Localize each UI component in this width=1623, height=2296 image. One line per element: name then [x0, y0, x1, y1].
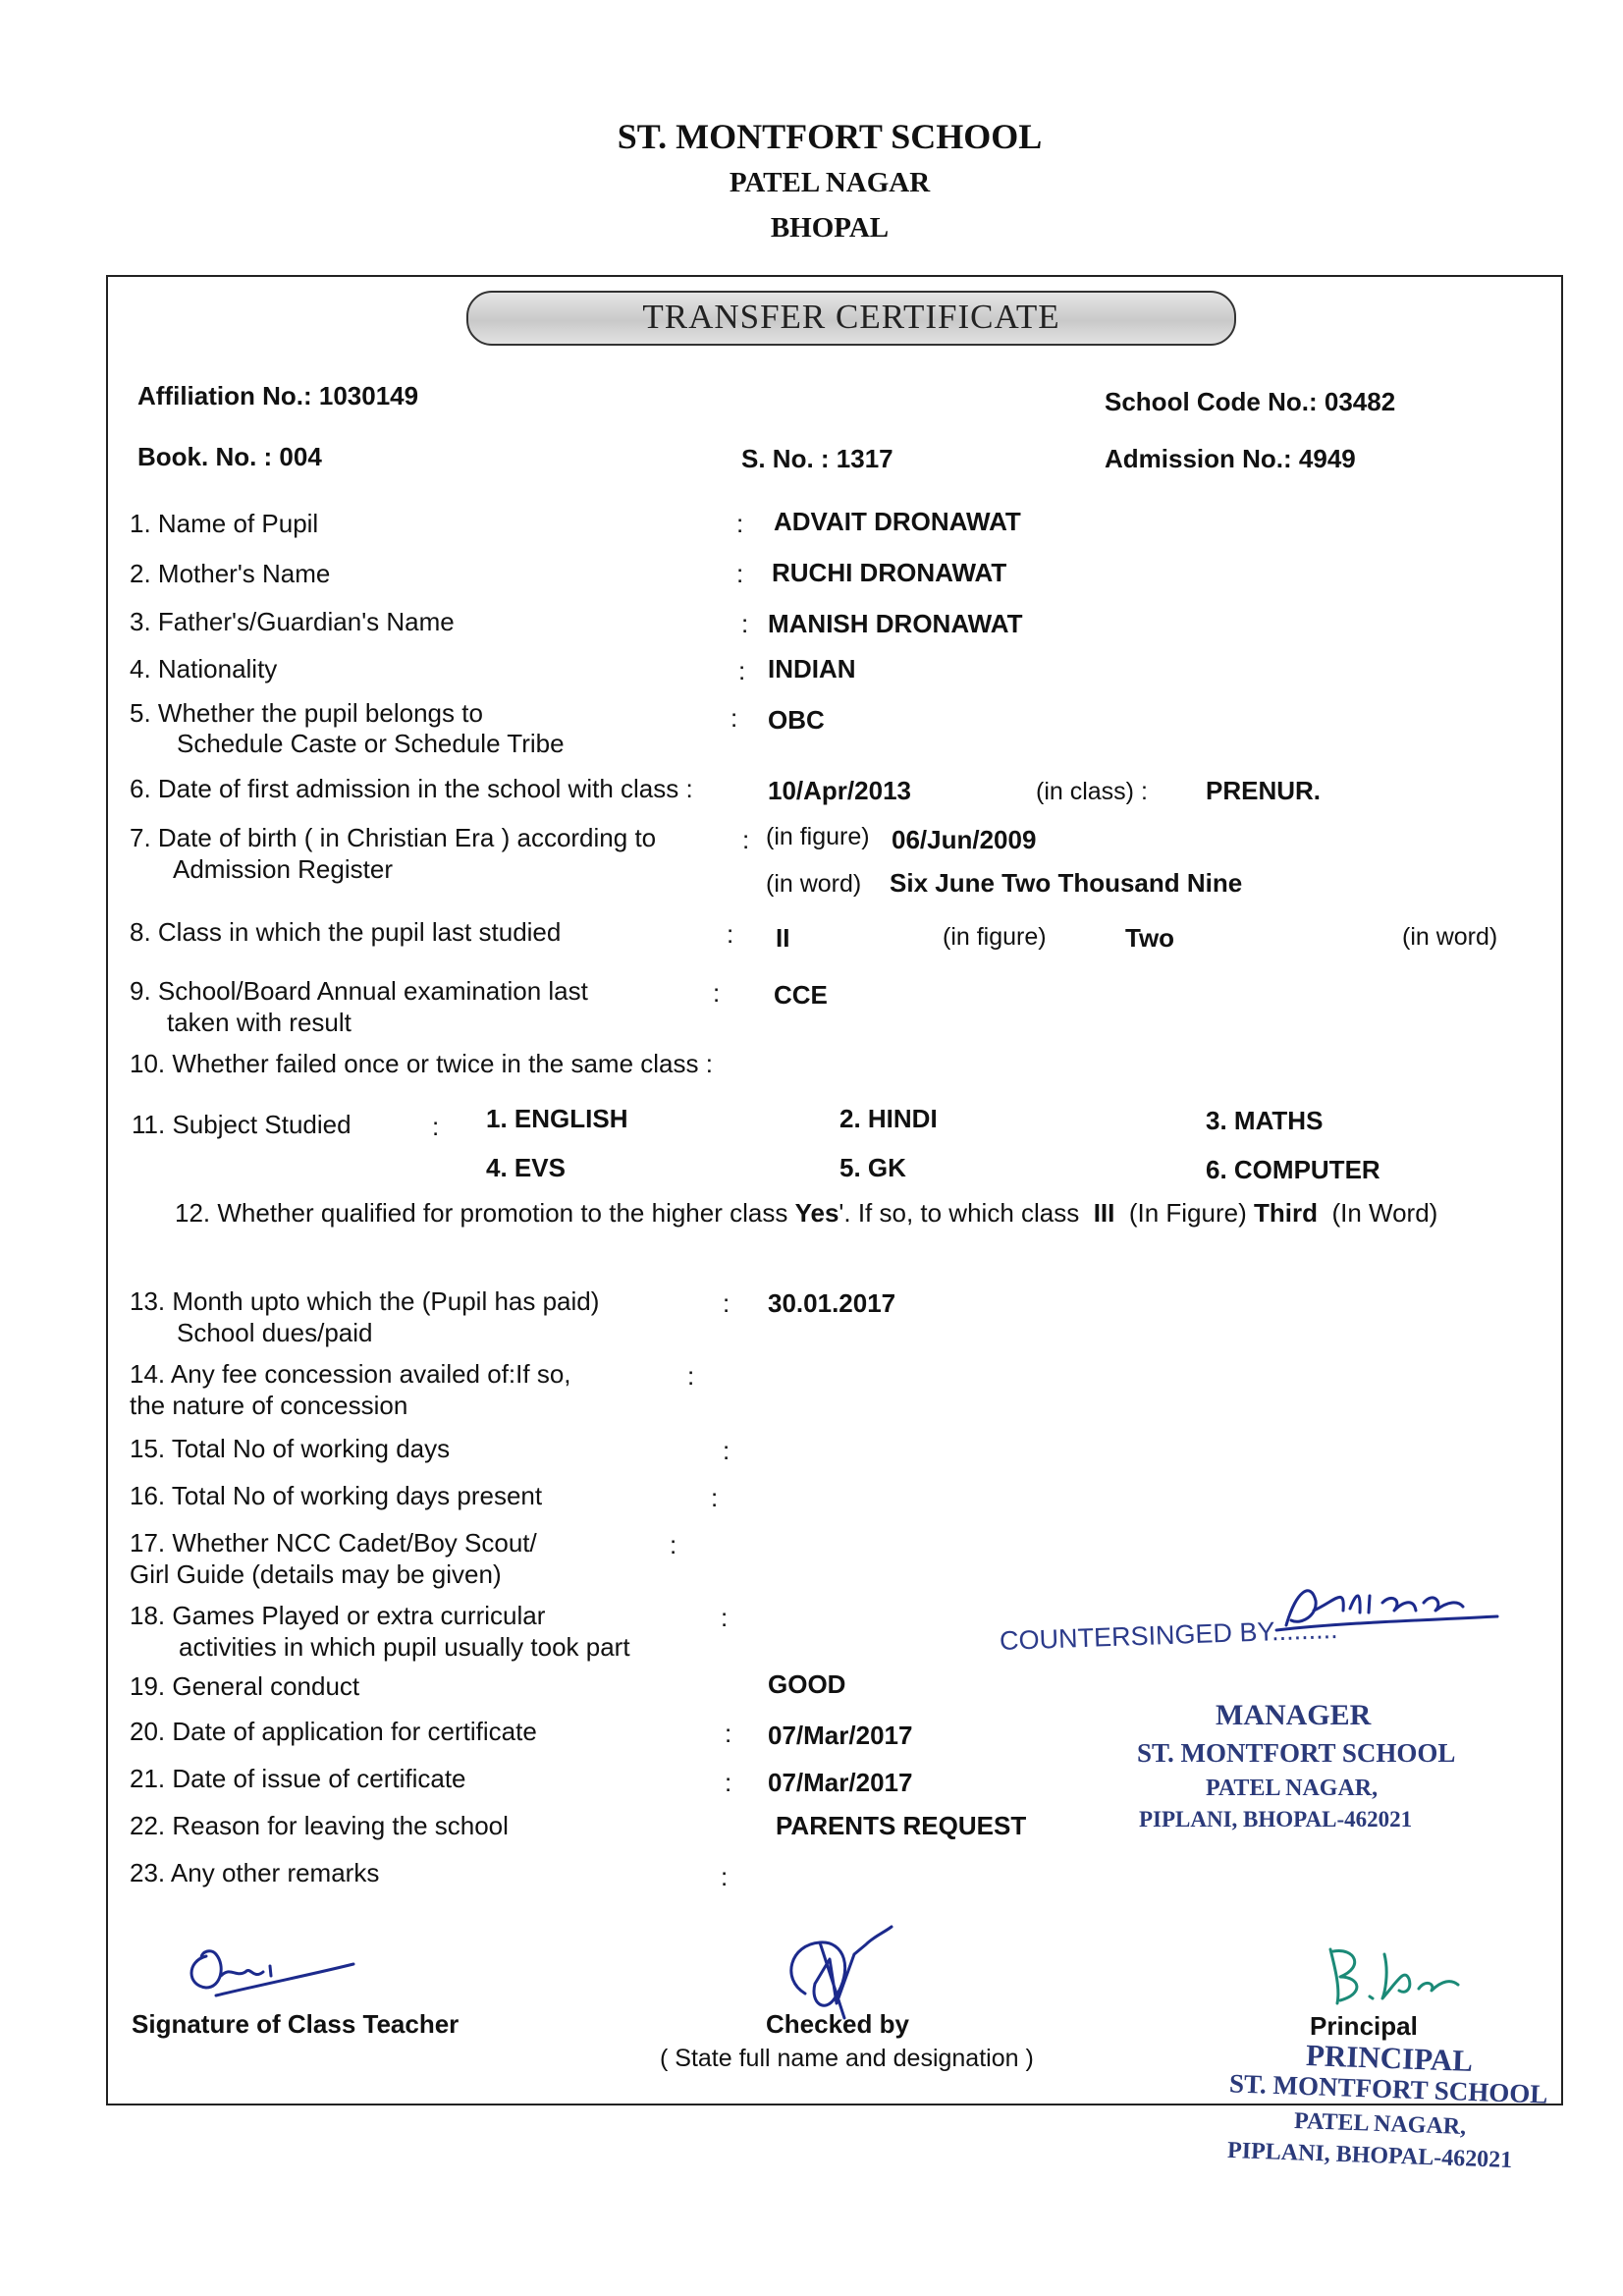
admission-class-value: PRENUR. [1206, 776, 1322, 805]
colon: : [736, 509, 744, 538]
subjects-label: 11. Subject Studied [132, 1110, 352, 1139]
games-label-line1: 18. Games Played or extra curricular [130, 1601, 546, 1630]
name-of-pupil-label: 1. Name of Pupil [130, 509, 319, 538]
colon: : [730, 703, 738, 733]
manager-stamp-address: PIPLANI, BHOPAL-462021 [1139, 1807, 1413, 1831]
serial-no: S. No. : 1317 [741, 444, 893, 473]
admission-class-label: (in class) : [1036, 778, 1148, 805]
affiliation-no: Affiliation No.: 1030149 [137, 381, 419, 410]
dues-label-line2: School dues/paid [177, 1318, 373, 1347]
colon: : [711, 1483, 719, 1512]
subject-1: 1. ENGLISH [486, 1104, 628, 1133]
countersigned-stamp: COUNTERSINGED BY......... [999, 1613, 1338, 1657]
promotion-class-label: '. If so, to which class [839, 1198, 1080, 1228]
application-date-value: 07/Mar/2017 [768, 1721, 913, 1750]
last-class-word-value: Two [1125, 923, 1175, 953]
last-class-label: 8. Class in which the pupil last studied [130, 917, 562, 947]
colon: : [727, 919, 734, 949]
school-code-no: School Code No.: 03482 [1105, 387, 1396, 416]
school-name: ST. MONTFORT SCHOOL [617, 117, 1043, 156]
promotion-class-word: Third [1253, 1198, 1318, 1228]
promotion-figure-label: (In Figure) [1128, 1198, 1247, 1228]
fathers-name-value: MANISH DRONAWAT [768, 609, 1023, 638]
manager-stamp-title: MANAGER [1216, 1699, 1372, 1731]
conduct-value: GOOD [768, 1669, 846, 1699]
subject-5: 5. GK [839, 1153, 906, 1182]
last-class-figure-label: (in figure) [943, 923, 1047, 951]
dob-label-line2: Admission Register [173, 854, 393, 884]
colon: : [432, 1112, 440, 1141]
exam-label-line1: 9. School/Board Annual examination last [130, 976, 588, 1006]
book-no: Book. No. : 004 [137, 442, 322, 471]
subject-2: 2. HINDI [839, 1104, 938, 1133]
dob-label-line1: 7. Date of birth ( in Christian Era ) according to [130, 823, 657, 852]
colon: : [723, 1288, 730, 1318]
mothers-name-label: 2. Mother's Name [130, 559, 331, 588]
colon: : [741, 609, 749, 638]
dob-word-value: Six June Two Thousand Nine [890, 868, 1243, 898]
colon: : [670, 1530, 677, 1559]
promotion-value: Yes [794, 1198, 839, 1228]
failed-label: 10. Whether failed once or twice in the same class : [130, 1049, 713, 1078]
principal-stamp-locality: PATEL NAGAR, [1293, 2107, 1467, 2141]
colon: : [725, 1768, 732, 1797]
colon: : [713, 978, 721, 1008]
issue-date-label: 21. Date of issue of certificate [130, 1764, 466, 1793]
exam-value: CCE [774, 980, 828, 1010]
name-of-pupil-value: ADVAIT DRONAWAT [774, 507, 1021, 536]
dob-word-label: (in word) [766, 870, 862, 898]
first-admission-date: 10/Apr/2013 [768, 776, 911, 805]
principal-stamp-address: PIPLANI, BHOPAL-462021 [1226, 2137, 1513, 2174]
dob-figure-value: 06/Jun/2009 [892, 825, 1037, 854]
conduct-label: 19. General conduct [130, 1671, 360, 1701]
school-city: BHOPAL [770, 212, 890, 244]
manager-signature [1267, 1571, 1502, 1640]
colon: : [721, 1603, 729, 1632]
concession-label-line2: the nature of concession [130, 1391, 408, 1420]
colon: : [725, 1719, 732, 1748]
subject-3: 3. MATHS [1206, 1106, 1324, 1135]
promotion-word-label: (In Word) [1331, 1198, 1438, 1228]
subject-4: 4. EVS [486, 1153, 566, 1182]
principal-signature [1316, 1940, 1473, 2008]
remarks-label: 23. Any other remarks [130, 1858, 380, 1887]
ncc-label-line1: 17. Whether NCC Cadet/Boy Scout/ [130, 1528, 537, 1558]
colon: : [736, 559, 744, 588]
colon: : [742, 825, 750, 854]
colon: : [687, 1361, 695, 1391]
principal-stamp-title: PRINCIPAL [1305, 2038, 1474, 2078]
manager-stamp-locality: PATEL NAGAR, [1206, 1776, 1379, 1801]
class-teacher-label: Signature of Class Teacher [132, 2009, 460, 2039]
last-class-figure-value: II [776, 923, 790, 953]
first-admission-label: 6. Date of first admission in the school with class : [130, 774, 693, 803]
colon: : [723, 1436, 730, 1465]
colon: : [738, 656, 746, 685]
colon: : [721, 1862, 729, 1891]
mothers-name-value: RUCHI DRONAWAT [772, 558, 1007, 587]
days-present-label: 16. Total No of working days present [130, 1481, 543, 1510]
checked-by-note: ( State full name and designation ) [660, 2045, 1034, 2072]
class-teacher-signature [177, 1937, 363, 2005]
nationality-label: 4. Nationality [130, 654, 278, 683]
school-locality: PATEL NAGAR [729, 167, 931, 198]
last-class-word-label: (in word) [1402, 923, 1498, 951]
manager-stamp-school: ST. MONTFORT SCHOOL [1137, 1738, 1456, 1768]
caste-label-line2: Schedule Caste or Schedule Tribe [177, 729, 565, 758]
concession-label-line1: 14. Any fee concession availed of:If so, [130, 1359, 571, 1389]
nationality-value: INDIAN [768, 654, 856, 683]
fathers-name-label: 3. Father's/Guardian's Name [130, 607, 455, 636]
leaving-reason-value: PARENTS REQUEST [776, 1811, 1027, 1840]
subject-6: 6. COMPUTER [1206, 1155, 1380, 1184]
checked-by-label: Checked by [766, 2009, 909, 2039]
application-date-label: 20. Date of application for certificate [130, 1717, 537, 1746]
principal-stamp-school: ST. MONTFORT SCHOOL [1228, 2068, 1548, 2109]
certificate-title: TRANSFER CERTIFICATE [466, 291, 1236, 346]
games-label-line2: activities in which pupil usually took part [179, 1632, 630, 1662]
dues-label-line1: 13. Month upto which the (Pupil has paid) [130, 1286, 600, 1316]
principal-label: Principal [1310, 2011, 1418, 2041]
promotion-class-figure: III [1093, 1198, 1115, 1228]
admission-no: Admission No.: 4949 [1105, 444, 1356, 473]
leaving-reason-label: 22. Reason for leaving the school [130, 1811, 509, 1840]
ncc-label-line2: Girl Guide (details may be given) [130, 1559, 502, 1589]
caste-label-line1: 5. Whether the pupil belongs to [130, 698, 483, 728]
working-days-label: 15. Total No of working days [130, 1434, 451, 1463]
caste-value: OBC [768, 705, 825, 735]
promotion-label: 12. Whether qualified for promotion to the higher class [175, 1198, 788, 1228]
dues-value: 30.01.2017 [768, 1288, 896, 1318]
promotion-line [175, 1198, 1437, 1229]
issue-date-value: 07/Mar/2017 [768, 1768, 913, 1797]
dob-figure-label: (in figure) [766, 823, 870, 850]
exam-label-line2: taken with result [167, 1008, 352, 1037]
